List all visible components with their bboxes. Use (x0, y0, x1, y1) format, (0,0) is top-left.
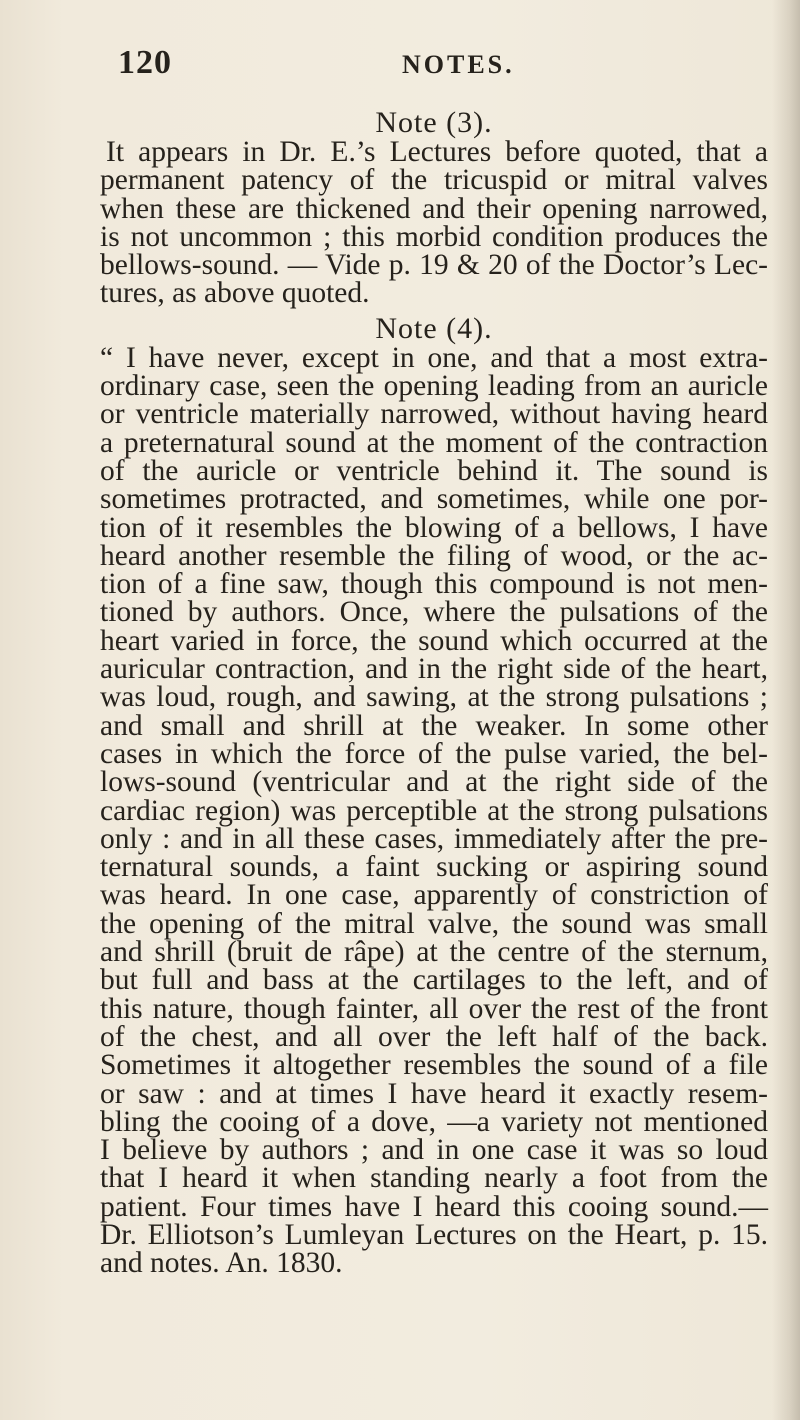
note-4-line: or ventricle materially narrowed, without having heard (100, 398, 768, 431)
note-4-line: I believe by authors ; and in one case it was so loud (100, 1134, 768, 1167)
note-3-line: permanent patency of the tricuspid or mitral valves (100, 164, 768, 197)
note-3-body (100, 138, 768, 308)
running-title: NOTES. (402, 50, 515, 79)
note-4-body (100, 341, 768, 1280)
note-4-line: auricular contraction, and in the right side of the heart, (100, 653, 768, 686)
note-3-line: tures, as above quoted. (100, 277, 370, 310)
note-4-line: cases in which the force of the pulse varied, the bel- (100, 737, 768, 770)
note-4-line: the opening of the mitral valve, the sound was small (100, 907, 768, 940)
note-3-line: is not uncommon ; this morbid condition produces the (100, 220, 768, 253)
running-head (118, 44, 678, 84)
note-4-line: sometimes protracted, and sometimes, while one por- (100, 483, 768, 516)
note-4-line: ordinary case, seen the opening leading from an auricle (100, 370, 768, 403)
note-4-line: that I heard it when standing nearly a foot from the (100, 1162, 768, 1195)
page-edge-shadow (772, 0, 800, 1420)
note-4-line: bling the cooing of a dove, —a variety not mentioned (100, 1105, 768, 1138)
note-4-line: only : and in all these cases, immediately after the pre- (100, 822, 768, 855)
note-4-line: ternatural sounds, a faint sucking or aspiring sound (100, 851, 768, 884)
note-4-line: “ I have never, except in one, and that a most extra- (100, 341, 768, 374)
note-4-line: tion of a fine saw, though this compound is not men- (100, 568, 768, 601)
note-4-line: was heard. In one case, apparently of constriction of (100, 879, 768, 912)
page-number: 120 (118, 44, 172, 81)
note-4-line: tioned by authors. Once, where the pulsations of the (100, 596, 768, 629)
note-4-line: this nature, though fainter, all over the rest of the front (100, 992, 768, 1025)
note-4-line: a preternatural sound at the moment of the contraction (100, 426, 768, 459)
note-4-line: heard another resemble the filing of wood, or the ac- (100, 539, 768, 572)
note-4-heading: Note (4). (375, 311, 493, 345)
notes-text (100, 108, 768, 1278)
note-4-line: was loud, rough, and sawing, at the strong pulsations ; (100, 681, 768, 714)
note-3-line: when these are thickened and their opening narrowed, (100, 192, 768, 225)
note-4-line: tion of it resembles the blowing of a bellows, I have (100, 511, 768, 544)
note-4-line: Dr. Elliotson’s Lumleyan Lectures on the Heart, p. 15. (100, 1218, 768, 1251)
note-4-line: and small and shrill at the weaker. In some other (100, 709, 768, 742)
note-4-line: heart varied in force, the sound which occurred at the (100, 624, 768, 657)
note-4-line: and shrill (bruit de râpe) at the centre of the sternum, (100, 936, 768, 969)
note-3-line: It appears in Dr. E.’s Lectures before quoted, that a (106, 136, 768, 168)
note-4-line: or saw : and at times I have heard it exactly resem- (100, 1077, 768, 1110)
note-4-line: of the auricle or ventricle behind it. The sound is (100, 454, 768, 487)
note-4-line: cardiac region) was perceptible at the strong pulsations (100, 794, 768, 827)
note-4-line: lows-sound (ventricular and at the right side of the (100, 766, 768, 799)
note-3-heading: Note (3). (375, 106, 493, 139)
note-4-line: but full and bass at the cartilages to the left, and of (100, 964, 768, 997)
note-3-line: bellows-sound. — Vide p. 19 & 20 of the Doctor’s Lec- (100, 249, 768, 282)
note-4-line: of the chest, and all over the left half of the back. (100, 1020, 768, 1053)
note-4-line: patient. Four times have I heard this cooing sound.— (100, 1190, 768, 1223)
note-4-line: and notes. An. 1830. (100, 1247, 343, 1280)
note-4-line: Sometimes it altogether resembles the sound of a file (100, 1049, 768, 1082)
